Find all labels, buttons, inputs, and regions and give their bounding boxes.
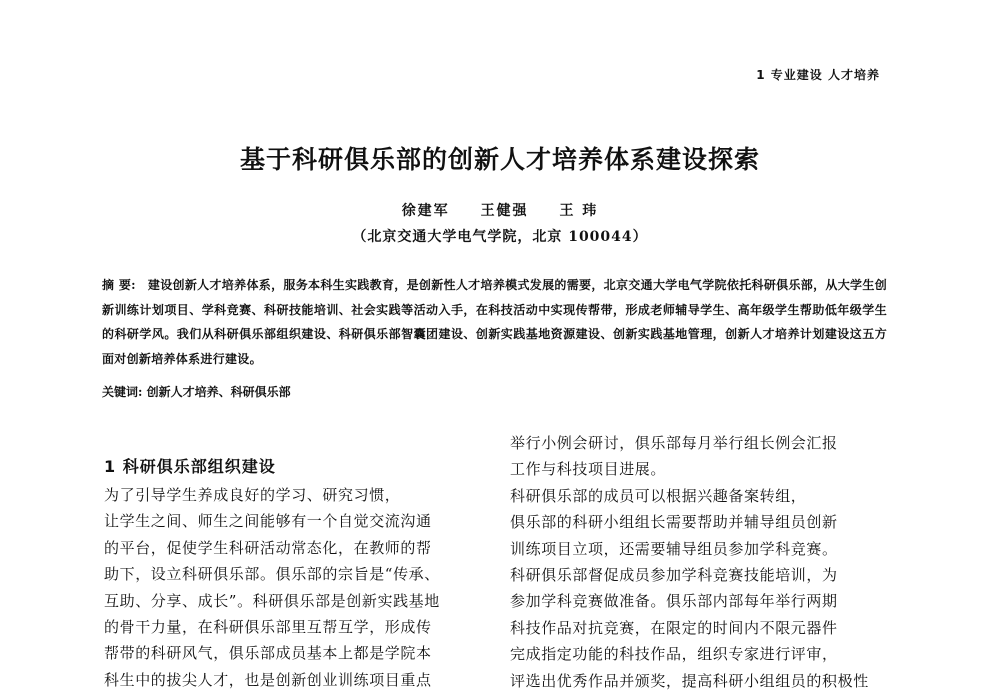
- body-line: 科生中的拔尖人才，也是创新创业训练项目重点: [104, 670, 432, 689]
- body-line: 帮带的科研风气，俱乐部成员基本上都是学院本: [104, 644, 432, 663]
- author-name: 王健强: [480, 203, 529, 219]
- author-list: [0, 200, 1000, 220]
- author-affiliation: （北京交通大学电气学院，北京 100044）: [352, 229, 648, 245]
- body-column-left: [104, 482, 474, 693]
- author-name: 王 玮: [559, 203, 599, 219]
- body-line: 俱乐部的科研小组组长需要帮助并辅导组员创新: [510, 513, 838, 532]
- body-line: 举行小例会研讨，俱乐部每月举行组长例会汇报: [510, 434, 838, 452]
- body-line: 助下，设立科研俱乐部。俱乐部的宗旨是“传承、: [104, 565, 440, 584]
- body-line: 互助、分享、成长”。科研俱乐部是创新实践基地: [104, 591, 440, 610]
- body-line: 为了引导学生养成良好的学习、研究习惯，: [104, 486, 401, 504]
- section-heading: 1 科研俱乐部组织建设: [104, 457, 276, 476]
- running-header: 1 专业建设 人才培养: [756, 68, 880, 82]
- author-name: 徐建军: [401, 203, 450, 219]
- keywords-block: [102, 383, 887, 400]
- body-line: 的骨干力量，在科研俱乐部里互帮互学，形成传: [104, 617, 432, 636]
- body-line: 的平台，促使学生科研活动常态化，在教师的帮: [104, 538, 432, 557]
- body-line: 科研俱乐部督促成员参加学科竞赛技能培训，为: [510, 565, 838, 584]
- body-line: 完成指定功能的科技作品，组织专家进行评审，: [510, 645, 838, 664]
- body-line: 科技作品对抗竞赛，在限定的时间内不限元器件: [510, 618, 838, 637]
- keywords-label: 关键词:: [102, 385, 143, 399]
- body-line: 评选出优秀作品并颁奖，提高科研小组组员的积极性: [510, 671, 869, 690]
- abstract-text: 建设创新人才培养体系，服务本科生实践教育，是创新性人才培养模式发展的需要，北京交通大学电气学院依托科研俱乐部，从大学生创新训练计划项目、学科竞赛、科研技能培训、社会实践等活动入手，在科技活动中实现传帮带，形成老师辅导学生、高年级学生帮助低年级学生的科研学风。我们从科研俱乐部组织建设、科研俱乐部智囊团建设、创新实践基地资源建设、创新实践基地管理，创新人才培养计划建设这五方面对创新培养体系进行建设。: [102, 278, 887, 366]
- body-line: 工作与科技项目进展。: [510, 460, 667, 479]
- abstract-label: 摘 要:: [102, 278, 136, 292]
- body-line: 科研俱乐部的成员可以根据兴趣备案转组，: [510, 486, 807, 505]
- body-column-right: [510, 430, 890, 694]
- body-line: 让学生之间、师生之间能够有一个自觉交流沟通: [104, 512, 432, 531]
- body-line: 参加学科竞赛做准备。俱乐部内部每年举行两期: [510, 592, 838, 611]
- keywords-text: 创新人才培养、科研俱乐部: [146, 385, 291, 399]
- body-line: 训练项目立项，还需要辅导组员参加学科竞赛。: [510, 539, 838, 558]
- abstract-block: [102, 273, 887, 371]
- paper-title: 基于科研俱乐部的创新人才培养体系建设探索: [239, 145, 760, 174]
